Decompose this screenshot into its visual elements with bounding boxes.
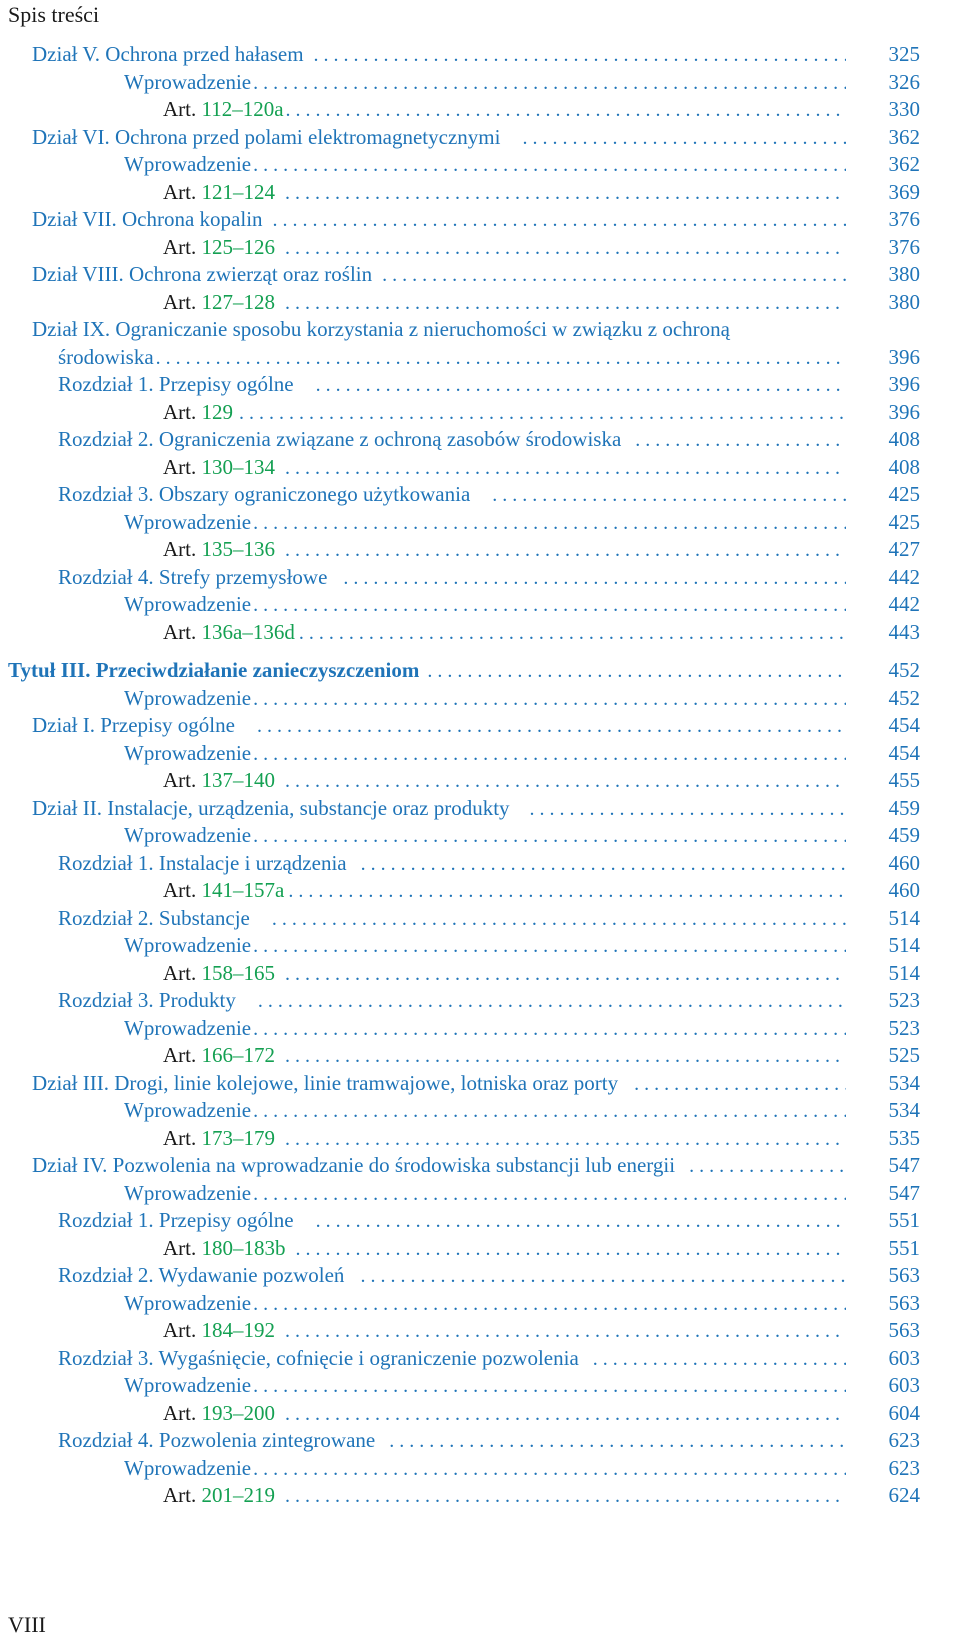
toc-page-number: 603 <box>888 1345 920 1370</box>
toc-entry-label: Wprowadzenie <box>124 592 252 616</box>
toc-entry-label: Rozdział 2. Wydawanie pozwoleń <box>58 1263 345 1287</box>
toc-page-number: 380 <box>888 262 920 286</box>
toc-page-number: 362 <box>888 152 920 176</box>
toc-page-number: 534 <box>888 1070 920 1095</box>
dot-leader <box>314 41 846 69</box>
toc-entry[interactable] <box>124 508 920 536</box>
dot-leader <box>285 1125 846 1153</box>
toc-entry-label: Dział III. Drogi, linie kolejowe, linie tramwajowe, lotniska oraz porty <box>32 1070 619 1095</box>
toc-page-number: 369 <box>888 179 920 204</box>
toc-entry-label: Rozdział 3. Wygaśnięcie, cofnięcie i ograniczenie pozwolenia <box>58 1345 579 1370</box>
dot-leader <box>389 1427 846 1455</box>
toc-entry-label: Dział VII. Ochrona kopalin <box>32 207 263 231</box>
toc-page-number: 380 <box>888 289 920 314</box>
toc-entry-label: Wprowadzenie <box>124 685 252 710</box>
dot-leader <box>156 344 846 372</box>
toc-entry[interactable] <box>163 453 920 481</box>
toc-entry-label: Rozdział 2. Substancje <box>58 905 250 930</box>
dot-leader <box>253 509 846 537</box>
art-prefix: Art. <box>163 1235 197 1260</box>
dot-leader <box>257 712 846 740</box>
toc-entry[interactable] <box>32 1151 920 1179</box>
toc-entry-label: Wprowadzenie <box>124 1098 252 1122</box>
dot-leader <box>285 289 846 317</box>
toc-entry[interactable] <box>124 1179 920 1207</box>
dot-leader <box>343 564 846 592</box>
dot-leader <box>253 1455 846 1483</box>
dot-leader <box>253 685 846 713</box>
toc-entry-label: Rozdział 4. Strefy przemysłowe <box>58 564 328 589</box>
dot-leader <box>360 1262 846 1290</box>
dot-leader <box>285 234 846 262</box>
art-prefix: Art. <box>163 1318 197 1342</box>
dot-leader <box>253 740 846 768</box>
dot-leader <box>285 960 846 988</box>
art-prefix: Art. <box>163 1483 197 1507</box>
toc-page-number: 551 <box>888 1235 920 1260</box>
toc-entry[interactable] <box>163 959 920 987</box>
dot-leader <box>253 69 846 97</box>
toc-entry[interactable] <box>163 178 920 206</box>
art-range: 129 <box>201 399 233 424</box>
toc-page-number: 604 <box>888 1400 920 1425</box>
art-range: 166–172 <box>201 1043 275 1067</box>
dot-leader <box>299 619 846 647</box>
dot-leader <box>285 1317 846 1345</box>
toc-page-number: 376 <box>888 234 920 259</box>
art-range: 112–120a <box>201 97 284 121</box>
toc-entry-label: Rozdział 4. Pozwolenia zintegrowane <box>58 1428 376 1452</box>
toc-entry[interactable] <box>58 1426 920 1454</box>
toc-entry-label: Wprowadzenie <box>124 823 252 847</box>
dot-leader <box>689 1152 846 1180</box>
toc-entry[interactable] <box>124 1371 920 1399</box>
toc-entry-label: Dział IV. Pozwolenia na wprowadzanie do środowiska substancji lub energii <box>32 1153 676 1177</box>
toc-page-number: 396 <box>888 399 920 424</box>
art-prefix: Art. <box>163 537 197 561</box>
toc-page-number: 523 <box>888 988 920 1012</box>
toc-page-number: 459 <box>888 795 920 820</box>
toc-page-number: 326 <box>888 69 920 94</box>
toc-page-number: 460 <box>888 878 920 902</box>
toc-entry-label: Rozdział 3. Obszary ograniczonego użytkowania <box>58 482 471 506</box>
dot-leader <box>634 1070 846 1098</box>
toc-title-label: Tytuł III. Przeciwdziałanie zanieczyszczeniom <box>8 658 420 682</box>
toc-page-number: 603 <box>888 1373 920 1397</box>
toc-page-number: 442 <box>888 564 920 589</box>
toc-page-number: 623 <box>888 1428 920 1452</box>
toc-page-number: 454 <box>888 713 920 737</box>
art-range: 184–192 <box>201 1318 275 1342</box>
art-range: 127–128 <box>201 289 275 314</box>
dot-leader <box>253 1097 846 1125</box>
dot-leader <box>492 481 846 509</box>
toc-entry[interactable] <box>163 1316 920 1344</box>
art-prefix: Art. <box>163 1400 197 1425</box>
toc-page-number: 408 <box>888 427 920 451</box>
dot-leader <box>285 1400 846 1428</box>
dot-leader <box>253 1372 846 1400</box>
dot-leader <box>285 1482 846 1510</box>
toc-page-number: 547 <box>888 1180 920 1205</box>
toc-page-number: 452 <box>888 685 920 710</box>
toc-entry[interactable] <box>163 535 920 563</box>
art-prefix: Art. <box>163 179 197 204</box>
dot-leader <box>522 124 846 152</box>
toc-entry[interactable] <box>58 849 920 877</box>
toc-entry[interactable] <box>163 95 920 123</box>
toc-page-number: 523 <box>888 1015 920 1040</box>
toc-entry[interactable] <box>32 794 920 822</box>
toc-page-number: 427 <box>888 537 920 561</box>
toc-entry[interactable] <box>124 931 920 959</box>
toc-page-number: 535 <box>888 1125 920 1150</box>
toc-entry[interactable] <box>124 684 920 712</box>
dot-leader <box>253 1180 846 1208</box>
art-range: 135–136 <box>201 537 275 561</box>
toc-page-number: 376 <box>888 207 920 231</box>
art-prefix: Art. <box>163 768 197 792</box>
art-prefix: Art. <box>163 97 197 121</box>
dot-leader <box>272 905 846 933</box>
toc-entry-label: Wprowadzenie <box>124 740 252 765</box>
toc-entry[interactable] <box>58 1261 920 1289</box>
toc-page-number: 408 <box>888 454 920 479</box>
toc-page-number: 459 <box>888 823 920 847</box>
art-prefix: Art. <box>163 454 197 479</box>
dot-leader <box>530 795 846 823</box>
toc-page-number: 455 <box>888 768 920 792</box>
toc-entry-label: Dział VI. Ochrona przed polami elektromagnetycznymi <box>32 124 501 149</box>
toc-page-number: 460 <box>888 850 920 875</box>
dot-leader <box>253 822 846 850</box>
dot-leader <box>285 454 846 482</box>
toc-entry-label: Rozdział 1. Przepisy ogólne <box>58 1208 294 1232</box>
toc-page-number: 514 <box>888 960 920 985</box>
toc-entry-label: Wprowadzenie <box>124 1015 252 1040</box>
toc-page-number: 425 <box>888 482 920 506</box>
toc-page-number: 396 <box>888 344 920 369</box>
art-prefix: Art. <box>163 289 197 314</box>
toc-entry[interactable] <box>124 150 920 178</box>
art-prefix: Art. <box>163 1043 197 1067</box>
toc-entry-label: Wprowadzenie <box>124 1290 252 1315</box>
art-range: 180–183b <box>201 1235 286 1260</box>
toc-entry[interactable] <box>163 618 920 646</box>
dot-leader <box>296 1235 847 1263</box>
toc-page-number: 454 <box>888 740 920 765</box>
toc-entry[interactable] <box>58 986 920 1014</box>
dot-leader <box>361 850 846 878</box>
toc-entry-label: Wprowadzenie <box>124 933 252 957</box>
toc-entry[interactable] <box>32 123 920 151</box>
toc-entry[interactable] <box>163 1041 920 1069</box>
art-prefix: Art. <box>163 878 197 902</box>
art-range: 173–179 <box>201 1125 275 1150</box>
art-range: 125–126 <box>201 234 275 259</box>
dot-leader <box>285 1042 846 1070</box>
toc-page-number: 624 <box>888 1483 920 1507</box>
toc-entry-label: Rozdział 1. Instalacje i urządzenia <box>58 850 347 875</box>
dot-leader <box>253 1290 846 1318</box>
toc-entry-label: środowiska <box>58 344 154 369</box>
dot-leader <box>593 1345 846 1373</box>
dot-leader <box>288 877 846 905</box>
art-range: 130–134 <box>201 454 275 479</box>
toc-entry[interactable] <box>32 711 920 739</box>
art-range: 136a–136d <box>201 619 295 644</box>
toc-entry-label: Wprowadzenie <box>124 69 252 94</box>
toc-entry[interactable] <box>124 1014 920 1042</box>
art-range: 201–219 <box>201 1483 275 1507</box>
toc-entry[interactable] <box>124 1454 920 1482</box>
toc-page-number: 362 <box>888 124 920 149</box>
toc-entry-label: Wprowadzenie <box>124 509 252 534</box>
page-header: Spis treści <box>8 2 100 27</box>
toc-entry-label: Dział IX. Ograniczanie sposobu korzystania z nieruchomości w związku z ochroną <box>32 317 730 341</box>
dot-leader <box>285 179 846 207</box>
toc-entry[interactable] <box>32 40 920 68</box>
toc-entry-label: Rozdział 1. Przepisy ogólne <box>58 372 294 396</box>
toc-page-number: 330 <box>888 97 920 121</box>
toc-page-number: 534 <box>888 1098 920 1122</box>
dot-leader <box>239 399 846 427</box>
toc-page-number: 396 <box>888 372 920 396</box>
toc-page-number: 443 <box>888 619 920 644</box>
toc-page-number: 442 <box>888 592 920 616</box>
toc-entry[interactable] <box>163 1124 920 1152</box>
toc-page-number: 514 <box>888 905 920 930</box>
toc-entry-label: Wprowadzenie <box>124 1455 252 1480</box>
dot-leader <box>427 657 846 685</box>
toc-page-number: 425 <box>888 509 920 534</box>
toc-page-number: 563 <box>888 1318 920 1342</box>
toc-entry-label: Dział I. Przepisy ogólne <box>32 713 235 737</box>
toc-entry-label: Dział VIII. Ochrona zwierząt oraz roślin <box>32 262 373 286</box>
dot-leader <box>316 1207 846 1235</box>
toc-entry-line1[interactable] <box>32 315 920 343</box>
dot-leader <box>635 426 846 454</box>
toc-entry[interactable] <box>58 904 920 932</box>
dot-leader <box>286 96 846 124</box>
art-prefix: Art. <box>163 1125 197 1150</box>
toc-entry[interactable] <box>32 205 920 233</box>
dot-leader <box>285 767 846 795</box>
dot-leader <box>253 1015 846 1043</box>
toc-entry[interactable] <box>58 480 920 508</box>
toc-entry[interactable] <box>124 68 920 96</box>
toc-page-number: 452 <box>888 658 920 682</box>
art-prefix: Art. <box>163 960 197 985</box>
toc-entry-label: Wprowadzenie <box>124 1180 252 1205</box>
toc-entry[interactable] <box>124 739 920 767</box>
toc-entry-label: Wprowadzenie <box>124 152 252 176</box>
toc-page-number: 514 <box>888 933 920 957</box>
dot-leader <box>258 987 846 1015</box>
art-prefix: Art. <box>163 619 197 644</box>
art-prefix: Art. <box>163 399 197 424</box>
toc-entry-label: Rozdział 2. Ograniczenia związane z ochroną zasobów środowiska <box>58 427 622 451</box>
toc-entry[interactable] <box>58 1344 920 1372</box>
toc-entry[interactable] <box>32 260 920 288</box>
toc-entry[interactable] <box>163 1234 920 1262</box>
toc-page-number: 547 <box>888 1153 920 1177</box>
dot-leader <box>253 151 846 179</box>
toc-page-number: 563 <box>888 1290 920 1315</box>
dot-leader <box>382 261 846 289</box>
toc-entry[interactable] <box>8 656 920 684</box>
toc-entry[interactable] <box>58 425 920 453</box>
toc-entry[interactable] <box>163 398 920 426</box>
toc-entry[interactable] <box>163 1481 920 1509</box>
toc-entry[interactable] <box>163 876 920 904</box>
toc-entry[interactable] <box>124 1289 920 1317</box>
art-range: 137–140 <box>201 768 275 792</box>
art-range: 158–165 <box>201 960 275 985</box>
page-number-roman: VIII <box>8 1612 46 1637</box>
toc-entry[interactable] <box>163 766 920 794</box>
toc-page-number: 623 <box>888 1455 920 1480</box>
dot-leader <box>285 536 846 564</box>
toc-entry[interactable] <box>163 288 920 316</box>
toc-entry[interactable] <box>163 1399 920 1427</box>
toc-entry[interactable] <box>58 370 920 398</box>
toc-page-number: 525 <box>888 1043 920 1067</box>
toc-page-number: 325 <box>888 42 920 66</box>
toc-entry[interactable] <box>58 343 920 371</box>
dot-leader <box>253 591 846 619</box>
dot-leader <box>273 206 846 234</box>
toc-entry[interactable] <box>58 563 920 591</box>
toc-entry-label: Rozdział 3. Produkty <box>58 988 236 1012</box>
art-range: 141–157a <box>201 878 285 902</box>
toc-entry-label: Dział II. Instalacje, urządzenia, substancje oraz produkty <box>32 795 510 820</box>
dot-leader <box>253 932 846 960</box>
toc-page-number: 551 <box>888 1208 920 1232</box>
art-range: 193–200 <box>201 1400 275 1425</box>
toc-entry-label: Wprowadzenie <box>124 1373 252 1397</box>
toc-page-number: 563 <box>888 1263 920 1287</box>
art-prefix: Art. <box>163 234 197 259</box>
toc-entry[interactable] <box>32 1069 920 1097</box>
toc-entry-label: Dział V. Ochrona przed hałasem <box>32 42 304 66</box>
art-range: 121–124 <box>201 179 275 204</box>
toc-entry[interactable] <box>124 1096 920 1124</box>
toc-entry[interactable] <box>58 1206 920 1234</box>
toc-entry[interactable] <box>163 233 920 261</box>
toc-entry[interactable] <box>124 590 920 618</box>
toc-entry[interactable] <box>124 821 920 849</box>
dot-leader <box>316 371 846 399</box>
